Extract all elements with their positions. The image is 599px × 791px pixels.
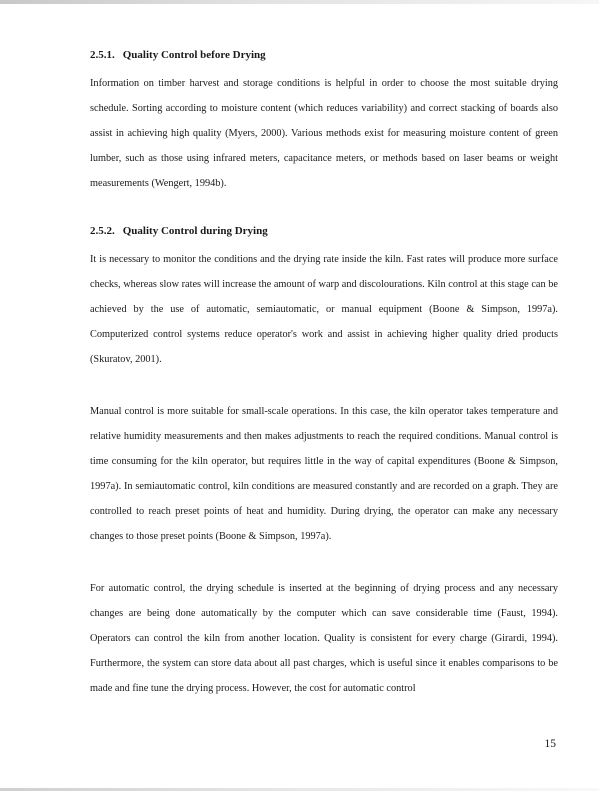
body-paragraph: Manual control is more suitable for small-scale operations. In this case, the kiln operator takes temperature and relative humidity measurements and then makes adjustments to reach the required conditions. Manual control is time consuming for the kiln operator, but requires little in the way of capital expenditures (Boone & Simpson, 1997a). In semiautomatic control, kiln conditions are measured constantly and are recorded on a graph. They are controlled to reach preset points of heat and humidity. During drying, the operator can make any necessary changes to those preset points (Boone & Simpson, 1997a). — [90, 406, 558, 542]
page-number: 15 — [544, 738, 556, 750]
body-paragraph: For automatic control, the drying schedule is inserted at the beginning of drying process and any necessary changes are being done automatically by the computer which can save considerable time (Faust, 1994). Operators can control the kiln from another location. Quality is consistent for every charge (Girardi, 1994). Furthermore, the system can store data about all past charges, which is useful since it enables comparisons to be made and fine tune the drying process. However, the cost for automatic control — [90, 583, 558, 694]
scan-edge-top — [0, 0, 599, 4]
section-heading-2-5-1 — [90, 48, 558, 62]
section-number: 2.5.1. — [90, 49, 115, 61]
body-paragraph: Information on timber harvest and storage conditions is helpful in order to choose the most suitable drying schedule. Sorting according to moisture content (which reduces variability) and correct stacking of boards also assist in achieving high quality (Myers, 2000). Various methods exist for measuring moisture content of green lumber, such as those using infrared meters, capacitance meters, or methods based on laser beams or weight measurements (Wengert, 1994b). — [90, 78, 558, 189]
section-spacer — [90, 196, 558, 224]
document-page — [90, 48, 558, 701]
body-paragraph: It is necessary to monitor the conditions and the drying rate inside the kiln. Fast rates will produce more surface checks, whereas slow rates will increase the amount of warp and discolourations. Kiln control at this stage can be achieved by the use of automatic, semiautomatic, or manual equipment (Boone & Simpson, 1997a). Computerized control systems reduce operator's work and assist in achieving higher quality dried products (Skuratov, 2001). — [90, 254, 558, 365]
paragraph-spacer — [90, 372, 558, 399]
section-title: Quality Control during Drying — [122, 225, 268, 237]
paragraph-spacer — [90, 549, 558, 576]
section-heading-2-5-2 — [90, 224, 558, 238]
section-number: 2.5.2. — [90, 225, 115, 237]
section-title: Quality Control before Drying — [122, 49, 266, 61]
